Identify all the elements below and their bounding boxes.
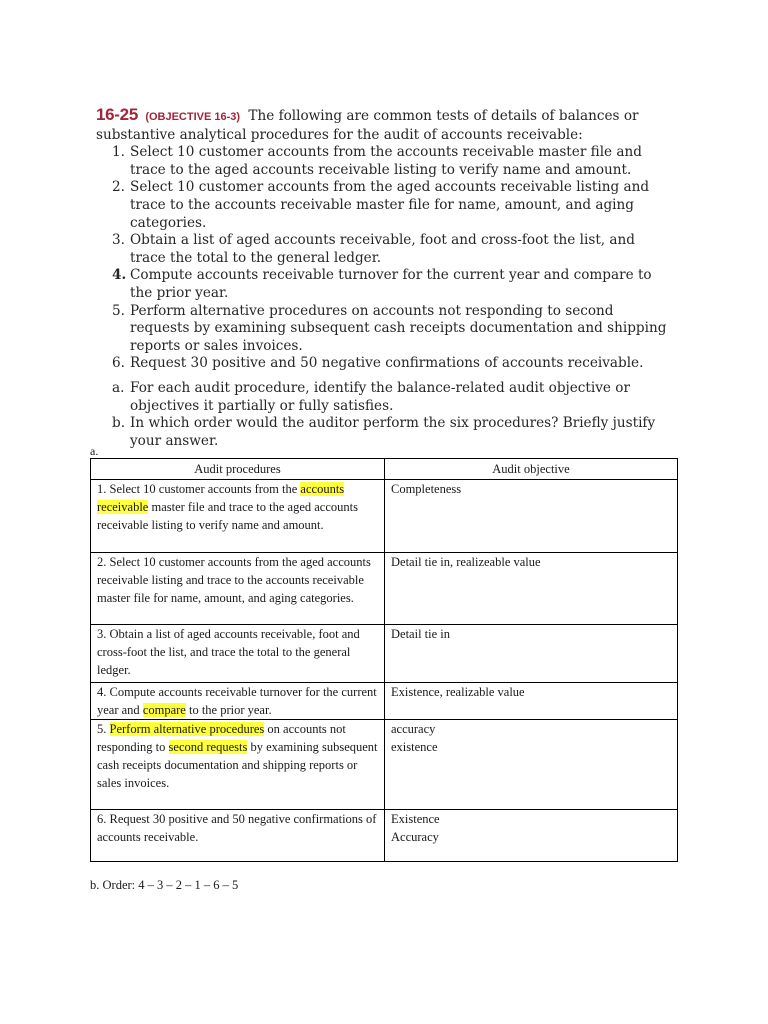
table-row xyxy=(91,683,678,720)
list-item: 5. Perform alternative procedures on accounts not responding to second requests by examining subsequent cash receipts documentation and shipping reports or sales invoices. xyxy=(112,302,667,354)
highlighted-text: accounts receivable xyxy=(97,482,345,514)
list-item: 6. Request 30 positive and 50 negative confirmations of accounts receivable. xyxy=(112,355,644,372)
procedure-cell: 6. Request 30 positive and 50 negative confirmations of accounts receivable. xyxy=(91,810,385,862)
answer-table xyxy=(90,458,678,862)
problem-intro: The following are common tests of details of balances or substantive analytical procedures for the audit of accounts receivable: xyxy=(96,108,639,143)
column-header-procedures: Audit procedures xyxy=(91,459,385,480)
list-item: 1. Select 10 customer accounts from the accounts receivable master file and trace to the aged accounts receivable listing to verify name and amount. xyxy=(112,144,642,178)
list-item: 4. Compute accounts receivable turnover for the current year and compare to the prior year. xyxy=(112,267,652,301)
table-header-row xyxy=(91,459,678,480)
table-row xyxy=(91,625,678,683)
table-row xyxy=(91,480,678,553)
procedure-cell: 4. Compute accounts receivable turnover for the current year and compare to the prior year. xyxy=(91,683,385,720)
table-row xyxy=(91,553,678,625)
list-item: 2. Select 10 customer accounts from the aged accounts receivable listing and trace to the accounts receivable master file for name, amount, and aging categories. xyxy=(112,179,650,231)
procedure-cell: 3. Obtain a list of aged accounts receivable, foot and cross-foot the list, and trace the total to the general ledger. xyxy=(91,625,385,683)
highlighted-text: compare xyxy=(142,703,186,717)
objective-cell: Existence Accuracy xyxy=(385,810,678,862)
highlighted-text: second requests xyxy=(168,740,248,754)
answer-a-label: a. xyxy=(90,444,99,458)
objective-cell: Detail tie in, realizeable value xyxy=(385,553,678,625)
objective-cell: Completeness xyxy=(385,480,678,553)
table-row xyxy=(91,720,678,810)
highlighted-text: Perform alternative procedures xyxy=(109,722,265,736)
procedure-cell: 2. Select 10 customer accounts from the aged accounts receivable listing and trace to the accounts receivable master file for name, amount, and aging categories. xyxy=(91,553,385,625)
table-row xyxy=(91,810,678,862)
problem-intro-line xyxy=(96,106,670,144)
objective-cell: Detail tie in xyxy=(385,625,678,683)
objective-cell: Existence, realizable value xyxy=(385,683,678,720)
problem-number: 16-25 xyxy=(96,105,138,124)
column-header-objective: Audit objective xyxy=(385,459,678,480)
procedure-cell: 1. Select 10 customer accounts from the accounts receivable master file and trace to the aged accounts receivable listing to verify name and amount. xyxy=(91,480,385,553)
list-item: a. For each audit procedure, identify the balance-related audit objective or objectives it partially or fully satisfies. xyxy=(112,379,630,414)
procedure-list xyxy=(96,144,670,373)
procedure-cell: 5. Perform alternative procedures on accounts not responding to second requests by examining subsequent cash receipts documentation and shipping reports or sales invoices. xyxy=(91,720,385,810)
question-list xyxy=(96,380,670,450)
problem-excerpt xyxy=(96,106,670,450)
objective-cell: accuracy existence xyxy=(385,720,678,810)
list-item: 3. Obtain a list of aged accounts receivable, foot and cross-foot the list, and trace the total to the general ledger. xyxy=(112,232,635,266)
list-item: b. In which order would the auditor perform the six procedures? Briefly justify your answer. xyxy=(112,415,656,449)
answer-b-order: b. Order: 4 – 3 – 2 – 1 – 6 – 5 xyxy=(90,878,239,892)
problem-objective: (OBJECTIVE 16-3) xyxy=(145,111,241,123)
